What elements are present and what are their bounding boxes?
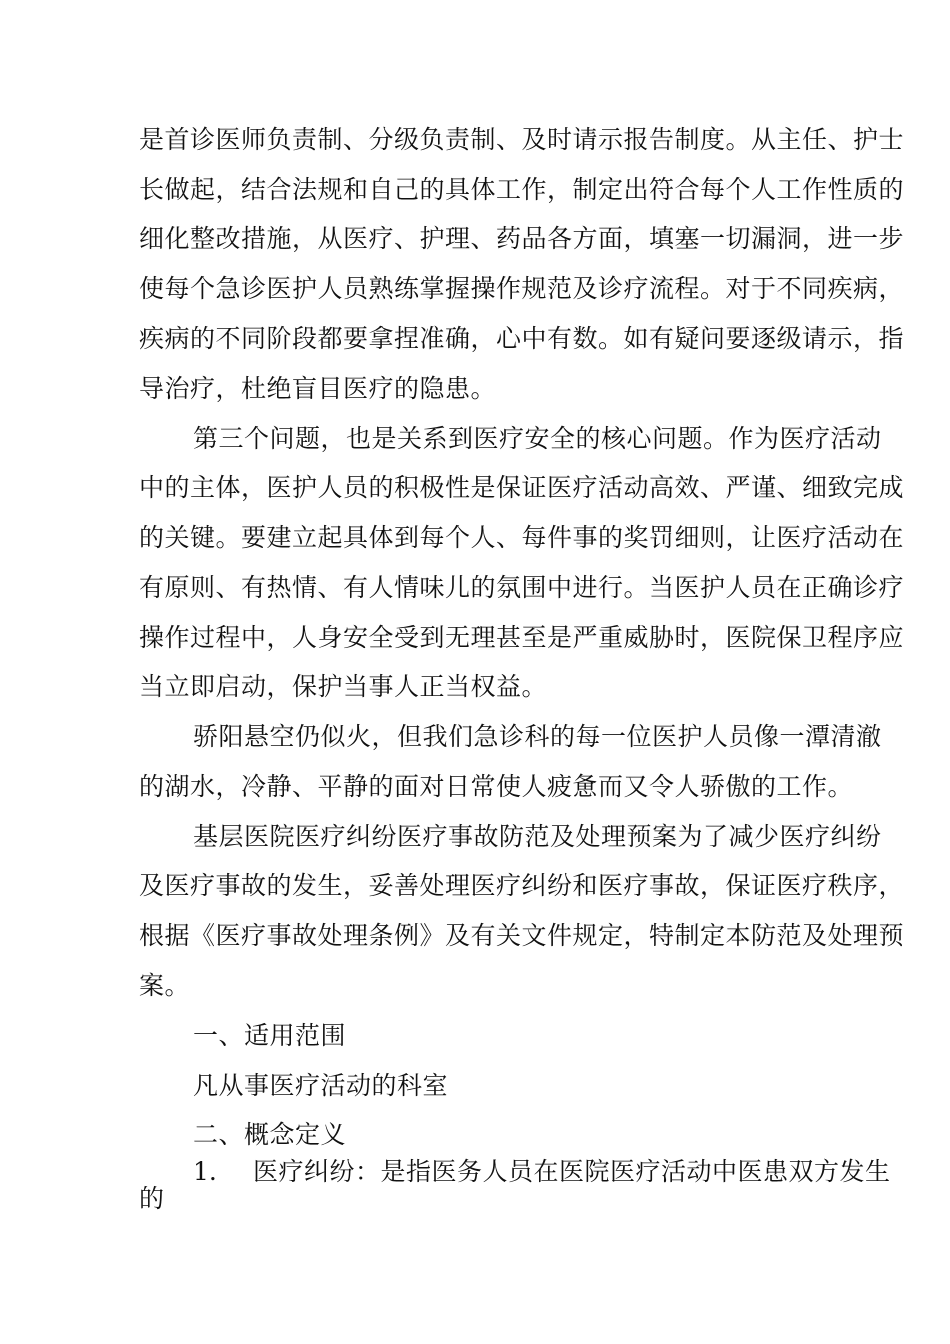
- body-text-line: 疾病的不同阶段都要拿捏准确，心中有数。如有疑问要逐级请示，指: [139, 324, 905, 353]
- body-text-line: 当立即启动，保护当事人正当权益。: [139, 672, 548, 701]
- body-text-line: 的关键。要建立起具体到每个人、每件事的奖罚细则，让医疗活动在: [139, 523, 905, 552]
- paragraph-first-line: 第三个问题，也是关系到医疗安全的核心问题。作为医疗活动: [193, 424, 882, 453]
- body-text-line: 使每个急诊医护人员熟练掌握操作规范及诊疗流程。对于不同疾病，: [139, 274, 905, 303]
- body-text-line: 操作过程中，人身安全受到无理甚至是严重威胁时，医院保卫程序应: [139, 623, 905, 652]
- list-item-continuation: 的: [139, 1184, 165, 1213]
- section-heading: 二、概念定义: [193, 1120, 347, 1149]
- body-text-line: 及医疗事故的发生，妥善处理医疗纠纷和医疗事故，保证医疗秩序，: [139, 871, 905, 900]
- body-text-line: 的湖水，冷静、平静的面对日常使人疲惫而又令人骄傲的工作。: [139, 772, 854, 801]
- body-text-line: 根据《医疗事故处理条例》及有关文件规定，特制定本防范及处理预: [139, 921, 905, 950]
- paragraph-first-line: 骄阳悬空仍似火，但我们急诊科的每一位医护人员像一潭清澈: [193, 722, 882, 751]
- section-heading: 一、适用范围: [193, 1021, 347, 1050]
- body-text-line: 导治疗，杜绝盲目医疗的隐患。: [139, 374, 497, 403]
- body-text-line: 案。: [139, 971, 191, 1000]
- body-text-line: 中的主体，医护人员的积极性是保证医疗活动高效、严谨、细致完成: [139, 473, 905, 502]
- body-text-line: 是首诊医师负责制、分级负责制、及时请示报告制度。从主任、护士: [139, 125, 905, 154]
- body-text-line: 有原则、有热情、有人情味儿的氛围中进行。当医护人员在正确诊疗: [139, 573, 905, 602]
- section-body: 凡从事医疗活动的科室: [193, 1071, 449, 1100]
- body-text-line: 长做起，结合法规和自己的具体工作，制定出符合每个人工作性质的: [139, 175, 905, 204]
- list-item-number: 1.: [193, 1157, 217, 1186]
- paragraph-first-line: 基层医院医疗纠纷医疗事故防范及处理预案为了减少医疗纠纷: [193, 822, 882, 851]
- body-text-line: 细化整改措施，从医疗、护理、药品各方面，填塞一切漏洞，进一步: [139, 224, 905, 253]
- list-item-text: 医疗纠纷：是指医务人员在医院医疗活动中医患双方发生: [253, 1157, 891, 1186]
